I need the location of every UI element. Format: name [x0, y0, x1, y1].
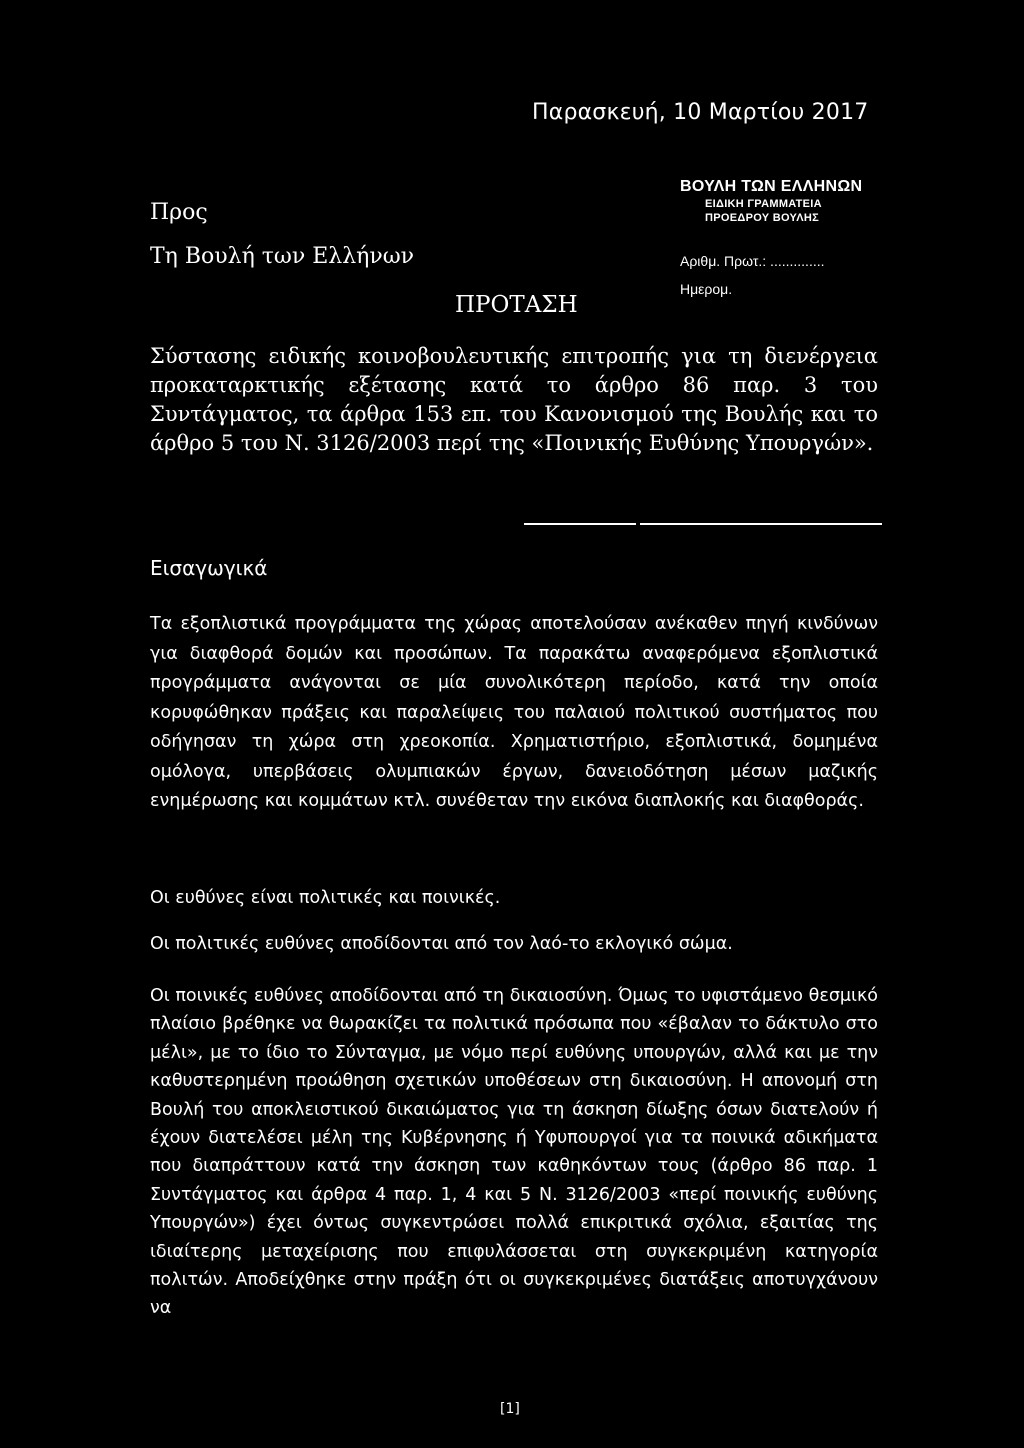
document-title: ΠΡΟΤΑΣΗ [455, 292, 578, 318]
section-heading: Εισαγωγικά [150, 556, 268, 580]
document-subject: Σύστασης ειδικής κοινοβουλευτικής επιτροπής για τη διενέργεια προκαταρκτικής εξέτασης κατά το άρθρο 86 παρ. 3 του Συντάγματος, τα άρθρα 153 επ. του Κανονισμού της Βουλής και το άρθρο 5 του Ν. 3126/2003 περί της «Ποινικής Ευθύνης Υπουργών». [150, 344, 878, 455]
divider-line [524, 523, 636, 525]
divider-line [640, 523, 882, 525]
body-paragraph: Τα εξοπλιστικά προγράμματα της χώρας αποτελούσαν ανέκαθεν πηγή κινδύνων για διαφθορά δομών και προσώπων. Τα παρακάτω αναφερόμενα εξοπλιστικά προγράμματα ανάγονται σε μία συνολικότερη περίοδο, κατά την οποία κορυφώθηκαν πράξεις και παραλείψεις του παλαιού πολιτικού συστήματος που οδήγησαν τη χώρα στη χρεοκοπία. Χρηματιστήριο, εξοπλιστικά, δομημένα ομόλογα, υπερβάσεις ολυμπιακών έργων, δανειοδότηση μέσων μαζικής ενημέρωσης και κομμάτων κτλ. συνέθεταν την εικόνα διαπλοκής και διαφθοράς. [150, 614, 878, 811]
recipient-label: Προς [150, 200, 208, 225]
stamp-protocol-number: Αριθμ. Πρωτ.: .............. [680, 253, 825, 269]
body-paragraph: Οι ευθύνες είναι πολιτικές και ποινικές. [150, 888, 501, 908]
stamp-line-president: ΠΡΟΕΔΡΟΥ ΒΟΥΛΗΣ [705, 212, 819, 224]
body-paragraph: Οι πολιτικές ευθύνες αποδίδονται από τον λαό-το εκλογικό σώμα. [150, 934, 733, 954]
page-number: [1] [500, 1401, 520, 1417]
stamp-line-parliament: ΒΟΥΛΗ ΤΩΝ ΕΛΛΗΝΩΝ [680, 178, 863, 195]
body-paragraph: Οι ποινικές ευθύνες αποδίδονται από τη δικαιοσύνη. Όμως το υφιστάμενο θεσμικό πλαίσιο βρέθηκε να θωρακίζει τα πολιτικά πρόσωπα που «έβαλαν το δάκτυλο στο μέλι», με το ίδιο το Σύνταγμα, με νόμο περί ευθύνης υπουργών, αλλά και με την καθυστερημένη προώθηση σχετικών υποθέσεων στη δικαιοσύνη. Η απονομή στη Βουλή του αποκλειστικού δικαιώματος για τη άσκηση δίωξης όσων διατελούν ή έχουν διατελέσει μέλη της Κυβέρνησης ή Υφυπουργοί για τα ποινικά αδικήματα που διαπράττουν κατά την άσκηση των καθηκόντων τους (άρθρο 86 παρ. 1 Συντάγματος και άρθρα 4 παρ. 1, 4 και 5 Ν. 3126/2003 «περί ποινικής ευθύνης Υπουργών») έχει όντως συγκεντρώσει πολλά επικριτικά σχόλια, εξαιτίας της ιδιαίτερης μεταχείρισης που επιφυλάσσεται στη συγκεκριμένη κατηγορία πολιτών. Αποδείχθηκε στην πράξη ότι οι συγκεκριμένες διατάξεις αποτυγχάνουν να [150, 986, 878, 1319]
stamp-line-secretariat: ΕΙΔΙΚΗ ΓΡΑΜΜΑΤΕΙΑ [705, 198, 822, 210]
stamp-date-label: Ημερομ. [680, 281, 733, 297]
document-date: Παρασκευή, 10 Μαρτίου 2017 [532, 100, 869, 125]
recipient-name: Τη Βουλή των Ελλήνων [150, 244, 415, 269]
